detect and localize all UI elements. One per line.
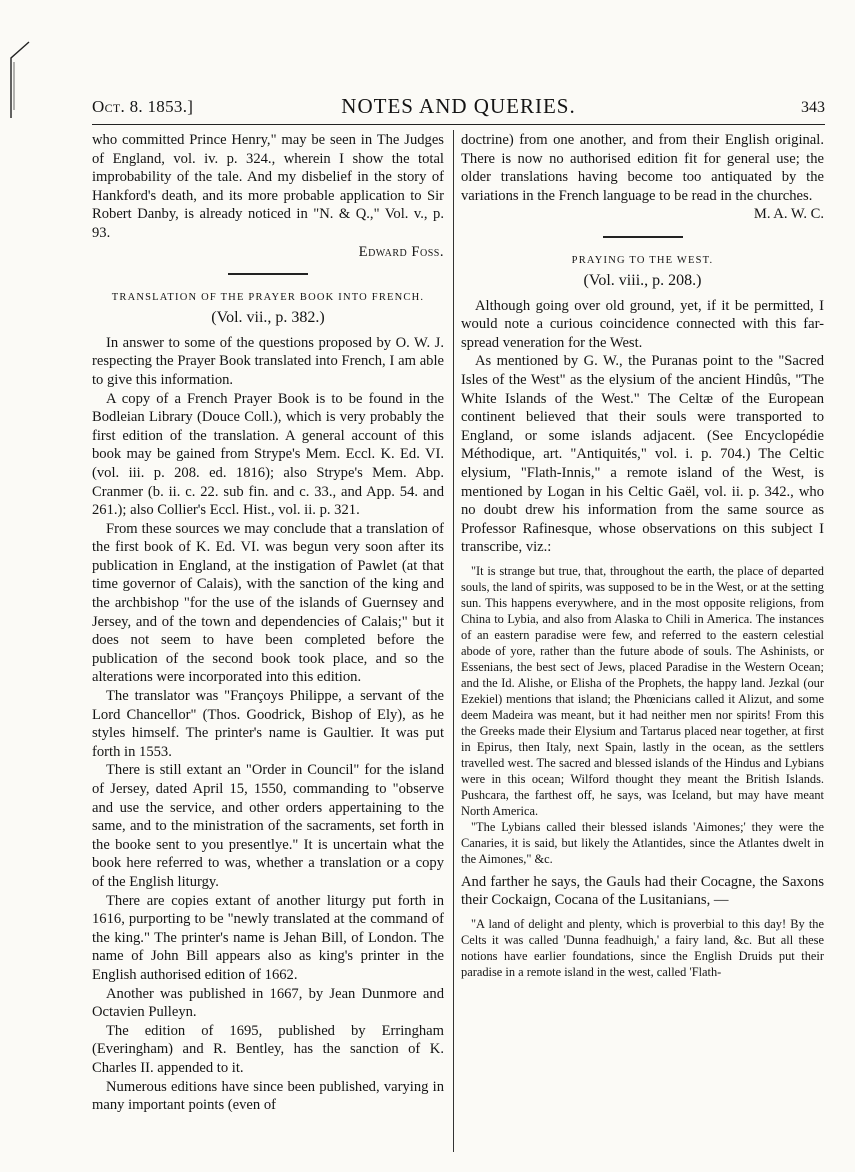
quote-paragraph: "The Lybians called their blessed islands 'Aimones;' they were the Canaries, it is said, but likely the Atlantides, since the Atlantes dwelt in the Aimones," &c.	[461, 819, 824, 866]
right-column	[461, 131, 824, 986]
article-paragraph: A copy of a French Prayer Book is to be found in the Bodleian Library (Douce Coll.), which is very probably the first edition of the translation. A general account of this book may be gained from Strype's Mem. Eccl. K. Ed. VI. (vol. iii. p. 208. ed. 1816); also Strype's Mem. Abp. Cranmer (b. ii. c. 22. sub fin. and c. 33., and App. 54. and 261.); also Collier's Eccl. Hist., vol. ii. p. 321.	[92, 390, 444, 519]
section-divider	[228, 273, 308, 275]
article-paragraph: And farther he says, the Gauls had their Cocagne, the Saxons their Cockaign, Cocana of the Lusitanians, —	[461, 873, 824, 909]
left-column	[92, 131, 444, 1115]
column-divider	[453, 130, 454, 1152]
block-quote	[461, 916, 824, 980]
printer-corner-mark-icon	[8, 40, 30, 118]
article-paragraph: Although going over old ground, yet, if it be permitted, I would note a curious coincidence connected with this far-spread veneration for the West.	[461, 297, 824, 351]
page-number: 343	[801, 99, 825, 116]
page-header	[92, 94, 825, 122]
header-rule	[92, 124, 825, 125]
article-paragraph: There are copies extant of another liturgy put forth in 1616, purporting to be "newly translated at the command of the king." The printer's name is Jehan Bill, of London. The name of John Bill appears also as king's printer in the English authorised edition of 1662.	[92, 892, 444, 983]
quote-paragraph: "It is strange but true, that, throughout the earth, the place of departed souls, the land of spirits, was supposed to be in the West, or at the setting sun. This happens everywhere, and in the most opposite religions, from China to Lybia, and also from Alaska to Chili in America. The instances of an eastern paradise were few, and referred to the eastern celestial abode of yore, rather than the future abode of souls. The Ashinists, or Essenians, the best sect of Jews, placed Paradise in the Western Ocean; and the Id. Alishe, or Elisha of the Prophets, the happy land. Jezkal (our Ezekiel) mentions that island; the Phœnicians called it Alizut, and some deem Madeira was meant, but it had neither men nor spirits! From this the Greeks made their Elysium and Tartarus placed near together, at first in Epirus, then Italy, next Spain, lastly in the ocean, as the settlers travelled west. The sacred and blessed islands of the Hindus and Lybians were in this ocean; Wilford thought they meant the British Islands. Pushcara, the farthest off, he says, was Iceland, but may have meant North America.	[461, 563, 824, 818]
article-paragraph: The translator was "Françoys Philippe, a servant of the Lord Chancellor" (Thos. Goodrick, Bishop of Ely), as he styles himself. The printer's name is Gaultier. It was put forth in 1553.	[92, 688, 444, 760]
article-paragraph: As mentioned by G. W., the Puranas point to the "Sacred Isles of the West" as the elysium of the ancient Hindûs, "The White Islands of the West." The Celtæ of the European continent believed that their souls were transported to England, or some islands adjacent. (See Encyclopédie Méthodique, art. "Antiquités," vol. i. p. 704.) The Celtic elysium, "Flath-Innis," a remote island of the West, is mentioned by Logan in his Celtic Gaël, vol. ii. p. 342., who no doubt drew his information from the same source as Professor Rafinesque, whose observations on this subject I transcribe, viz.:	[461, 353, 824, 556]
article-paragraph: The edition of 1695, published by Erringham (Everingham) and R. Bentley, has the sanction of K. Charles II. appended to it.	[92, 1022, 444, 1076]
article-heading: TRANSLATION OF THE PRAYER BOOK INTO FRENCH.	[111, 292, 425, 304]
journal-title: NOTES AND QUERIES.	[341, 94, 576, 118]
block-quote	[461, 563, 824, 867]
article-reference: (Vol. vii., p. 382.)	[211, 309, 325, 327]
article-paragraph: Another was published in 1667, by Jean Dunmore and Octavien Pulleyn.	[92, 985, 444, 1021]
continuation-paragraph: doctrine) from one another, and from their English original. There is now no authorised edition fit for general use; the older translations having become too antiquated by the variations in the French language to be read in the churches.	[461, 132, 824, 204]
article-reference: (Vol. viii., p. 208.)	[583, 271, 702, 289]
article-paragraph: There is still extant an "Order in Council" for the island of Jersey, dated April 15, 1550, commanding to "observe and use the service, and other orders appertaining to the same, and to the ministration of the sacraments, set forth in the booke sent to you presentlye." It is uncertain what the book here referred to was, whether a translation or a copy of the English liturgy.	[92, 762, 444, 890]
article-paragraph: Numerous editions have since been published, varying in many important points (even of	[92, 1078, 444, 1114]
quote-paragraph: "A land of delight and plenty, which is proverbial to this day! By the Celts it was called 'Dunna feadhuigh,' a fairy land, &c. But all these notions have earlier foundations, since the English Druids put their paradise in a remote island in the west, called 'Flath-	[461, 917, 824, 980]
author-signature: Edward Foss.	[358, 243, 444, 260]
continuation-paragraph: who committed Prince Henry," may be seen in The Judges of England, vol. iv. p. 324., wherein I show the total improbability of the tale. And my disbelief in the story of Hankford's death, and its more probable application to Sir Robert Danby, is already noticed in "N. & Q.," Vol. v., p. 93.	[92, 132, 444, 241]
section-divider	[603, 236, 683, 238]
author-signature: M. A. W. C.	[753, 206, 824, 223]
article-paragraph: In answer to some of the questions proposed by O. W. J. respecting the Prayer Book translated into French, I am able to give this information.	[92, 334, 444, 388]
issue-date: Oct. 8. 1853.]	[92, 97, 194, 116]
article-paragraph: From these sources we may conclude that a translation of the first book of K. Ed. VI. was begun very soon after its publication in England, at the instigation of Pawlet (at that time governor of Calais), with the sanction of the king and the archbishop "for the use of the islands of Guernsey and Jersey, and of the town and dependencies of Calais;" but it does not seem to have been completed before the publication of the second book took place, and so the alterations were incorporated into this edition.	[92, 520, 444, 686]
article-heading: PRAYING TO THE WEST.	[571, 254, 714, 266]
